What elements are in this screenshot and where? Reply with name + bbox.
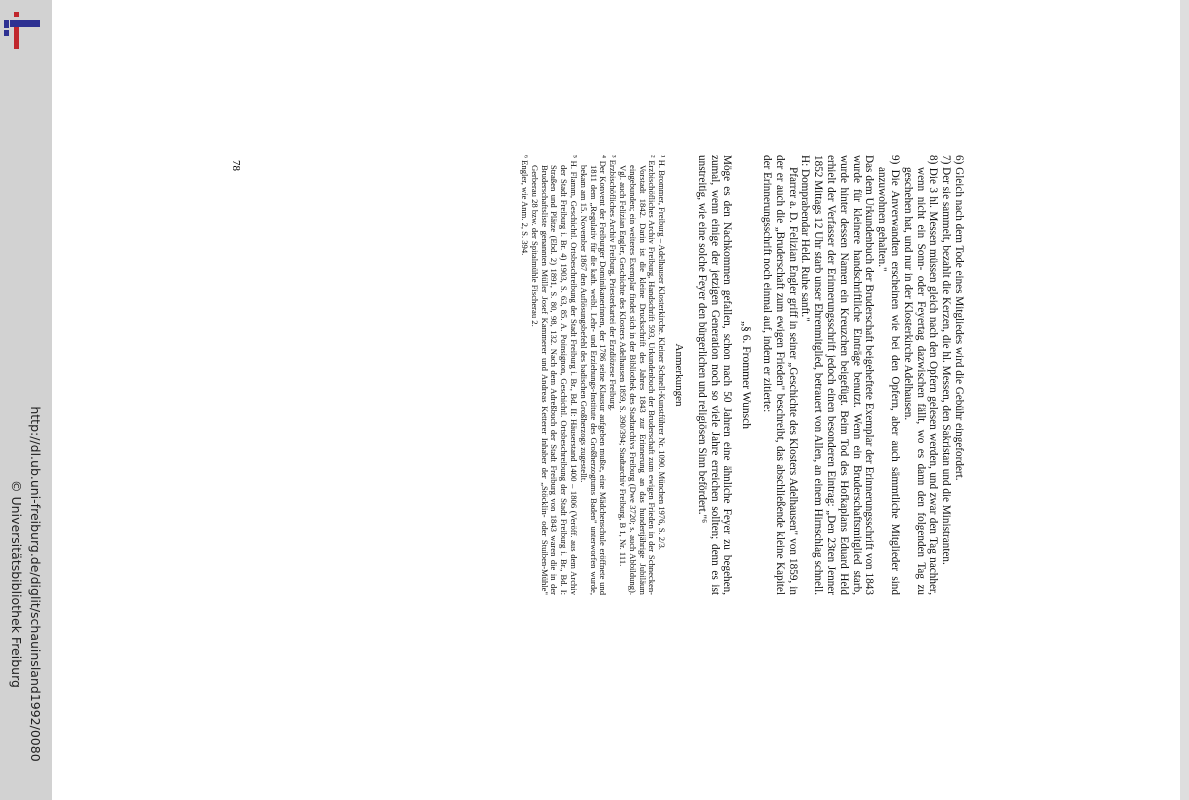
footnote: ⁴ Der Konvent der Freiburger Dominikanerinnen, der 1786 seine Klausur aufgeben mußte, eine Mädchenschule eröffnete und 1811 dem „Regulativ für die kath. weibl. Lehr- und Erziehungs-Institute des Großherzogtums Baden" unterworfen wurde, bekam am 15. November 1867 den Auflösungsbefehl des badischen Großherzogs zugestellt. xyxy=(578,155,609,595)
footnote: ² Erzbischöfliches Archiv Freiburg, Handschrift 593, Urkundenbuch der Bruderschaft zum ewigen Frieden in der Schnecken-Vorstadt 1842. Darin ist die kleine Druckschrift des Jahres 1843 zur Erinnerung an das hundertjährige Jubiläum eingebunden; ein weiteres Exemplar findet sich in der Bibliothek des Stadtarchivs Freiburg (Dwe 3720; s. auch Abbildung). Vgl. auch Felizian Engler, Geschichte des Klosters Adelhausen 1859, S. 390/394; Stadtarchiv Freiburg, B 1, Nr. 111. xyxy=(618,155,658,595)
footnote: ¹ H. Brommer, Freiburg – Adelhauser Klosterkirche. Kleiner Schnell-Kunstführer Nr. 1090. München 1976, S. 2/3. xyxy=(657,155,668,550)
source-url[interactable]: http://dl.ub.uni-freiburg.de/diglit/schauinsland1992/0080 xyxy=(28,406,43,762)
attribution xyxy=(7,374,45,794)
list-item: 7) Der sie sammelt, bezahlt die Kerzen, die hl. Messen, den Sakristan und die Ministranten. xyxy=(940,155,953,565)
paragraph: Pfarrer a. D. Felizian Engler griff in seiner „Geschichte des Klosters Adelhausen" von 1859, in der er auch die „Bruderschaft zum ewigen Frieden" beschreibt, das abschließende kleine Kapitel der Erinnerungsschrift noch einmal auf, indem er zitierte: xyxy=(761,155,799,595)
rotated-page-content xyxy=(245,155,965,595)
page-text xyxy=(519,155,965,595)
page-number: 78 xyxy=(230,160,242,171)
footnote: ⁵ H. Flamm, Geschichtl. Ortsbeschreibung der Stadt Freiburg i. Br., Bd. II: Häuserstand 1400 – 1806 (Veröff. aus dem Archiv der Stadt Freiburg i. Br. 4) 1903, S. 63, 85. A. Poinsignon, Geschichtl. Ortsbeschreibung der Stadt Freiburg i. Br., Bd. I: Straßen und Plätze (Ebd. 2) 1891, S. 80, 98, 132. Nach dem Adreßbuch der Stadt Freiburg von 1843 waren die in der Bruderschaftsliste genannten Müller Josef Kammerer und Andreas Ketterer Inhaber der „Stöcklin- oder Stuiben-Mühle" Gerberau 28 bzw. der Spitalmühle Fischerau 2. xyxy=(529,155,580,595)
footnote: ⁶ Engler, wie Anm. 2, S. 394. xyxy=(520,155,531,256)
list-item: 8) Die 3 hl. Messen müssen gleich nach den Opfern gelesen werden, und zwar den Tag nachher, wenn nicht ein Sonn- oder Feyertag dazwischen fällt, wo es dann den folgenden Tag zu geschehen hat, und nur in der Klosterkirche Adelhausen. xyxy=(901,155,940,595)
section-heading: „§ 6. Frommer Wunsch xyxy=(740,321,753,429)
paragraph: Das dem Urkundenbuch der Bruderschaft beigeheftete Exemplar der Erinnerungsschrift von 1843 wurde für kleinere handschriftliche Einträge benutzt. Wenn ein Bruderschaftsmitglied starb, wurde hinter dessen Namen ein Kreuzchen beigefügt. Beim Tod des Hofkaplans Eduard Held erhielt der Verfasser der Erinnerungsschrift jedoch einen besonderen Eintrag: „Den 23ten Jenner 1852 Mittags 12 Uhr starb unser Ehrenmitglied, betrauert von Allen, an einem Hirnschlag schnell. H: Domprabendar Held. Ruhe sanft." xyxy=(799,155,876,595)
wish-paragraph: Möge es den Nachkommen gefallen, schon nach 50 Jahren eine ähnliche Feyer zu begehen, zumal, wenn einige der jetzigen Generation noch so viele Jahre erreichen sollten; denn es ist unstreitig, wie eine solche Feyer den bürgerlichen und religiösen Sinn befördert."⁶ xyxy=(695,155,734,595)
notes-heading: Anmerkungen xyxy=(673,343,686,407)
copyright-notice: © Universitätsbibliothek Freiburg xyxy=(9,480,24,688)
viewer-sidebar xyxy=(0,0,52,800)
scrollbar-track[interactable] xyxy=(1180,0,1189,800)
footnote: ³ Erzbischöfliches Archiv Freiburg, Priesterkartei der Erzdiözese Freiburg. xyxy=(608,155,619,411)
list-item: 9) Die Anverwandten erscheinen wie bei den Opfern, aber auch sämmtliche Mitglieder sind anzuwohnen gehalten." xyxy=(876,155,902,595)
list-item: 6) Gleich nach dem Tode eines Mitgliedes wird die Gebühr eingefordert. xyxy=(953,155,965,481)
